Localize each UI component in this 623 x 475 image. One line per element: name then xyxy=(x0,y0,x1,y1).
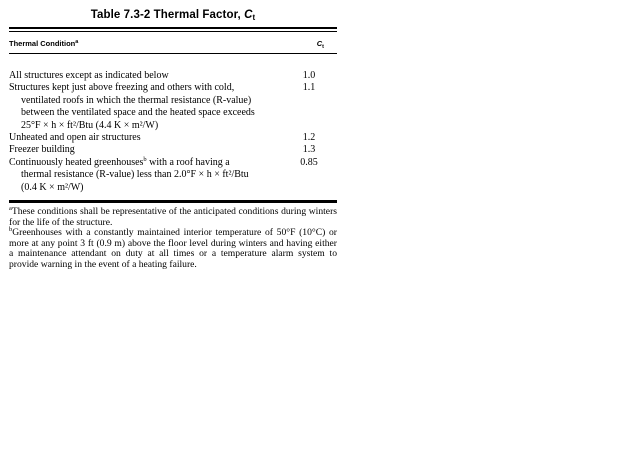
row-footnote-mark: b xyxy=(143,155,147,163)
row-ct-value: 1.0 xyxy=(302,70,316,81)
table-title-symbol: C xyxy=(244,9,253,21)
row-ct-value: 1.1 xyxy=(302,82,316,94)
row-condition-text: Continuously heated greenhouses xyxy=(9,156,144,168)
table-title-subscript: t xyxy=(252,13,256,22)
table-header xyxy=(9,32,337,53)
row-condition-line xyxy=(9,157,279,169)
table-title xyxy=(9,7,337,23)
row-condition-line: thermal resistance (R-value) less than 2.0°F × h × ft²/Btu xyxy=(21,169,249,181)
row-ct-value: 0.85 xyxy=(300,156,318,168)
row-condition-line: (0.4 K × m²/W) xyxy=(21,181,84,193)
table-row xyxy=(9,132,337,144)
row-condition xyxy=(9,70,279,82)
table-row xyxy=(9,82,337,132)
row-ct-value: 1.2 xyxy=(302,132,316,144)
footnote-a xyxy=(9,207,337,228)
footnote-b xyxy=(9,228,337,270)
row-condition-line: ventilated roofs in which the thermal resistance (R-value) xyxy=(21,94,252,106)
row-condition-line: Unheated and open air structures xyxy=(9,132,141,144)
header-ct xyxy=(317,39,324,50)
table-row xyxy=(9,70,337,82)
row-condition-text: with a roof having a xyxy=(146,156,230,168)
footnote-text: Greenhouses with a constantly maintained interior temperature of 50°F (10°C) or more at any point 3 ft (0.9 m) above the floor level during winters and having either a maintenance attendant on duty at all times or a temperature alarm system to provide warning in the event of a heating failure. xyxy=(9,227,337,271)
header-condition xyxy=(9,39,78,48)
row-condition-line: 25°F × h × ft²/Btu (4.4 K × m²/W) xyxy=(21,119,159,131)
row-condition-line: between the ventilated space and the heated space exceeds xyxy=(21,107,255,119)
table-title-text: Table 7.3-2 Thermal Factor, xyxy=(90,9,245,21)
footnote-mark: b xyxy=(9,226,13,234)
header-ct-symbol: C xyxy=(316,39,323,48)
table-bottom-rules xyxy=(9,200,337,203)
row-condition xyxy=(9,157,279,194)
row-condition xyxy=(9,82,279,132)
header-ct-subscript: t xyxy=(322,44,324,50)
thermal-factor-table xyxy=(9,7,337,271)
row-condition-line: Freezer building xyxy=(9,144,75,156)
table-row xyxy=(9,157,337,194)
table-footnotes xyxy=(9,207,337,271)
row-condition xyxy=(9,132,279,144)
footnote-text: These conditions shall be representative of the anticipated conditions during winters for the life of the structure. xyxy=(9,206,337,228)
row-condition-line: Structures kept just above freezing and others with cold, xyxy=(9,82,235,94)
header-condition-footnote-mark: a xyxy=(75,39,79,45)
header-condition-text: Thermal Condition xyxy=(9,39,76,48)
footnote-mark: a xyxy=(9,205,12,213)
table-row xyxy=(9,144,337,156)
row-ct-value: 1.3 xyxy=(302,144,316,156)
row-condition-line: All structures except as indicated below xyxy=(9,70,169,81)
table-body xyxy=(9,54,337,194)
